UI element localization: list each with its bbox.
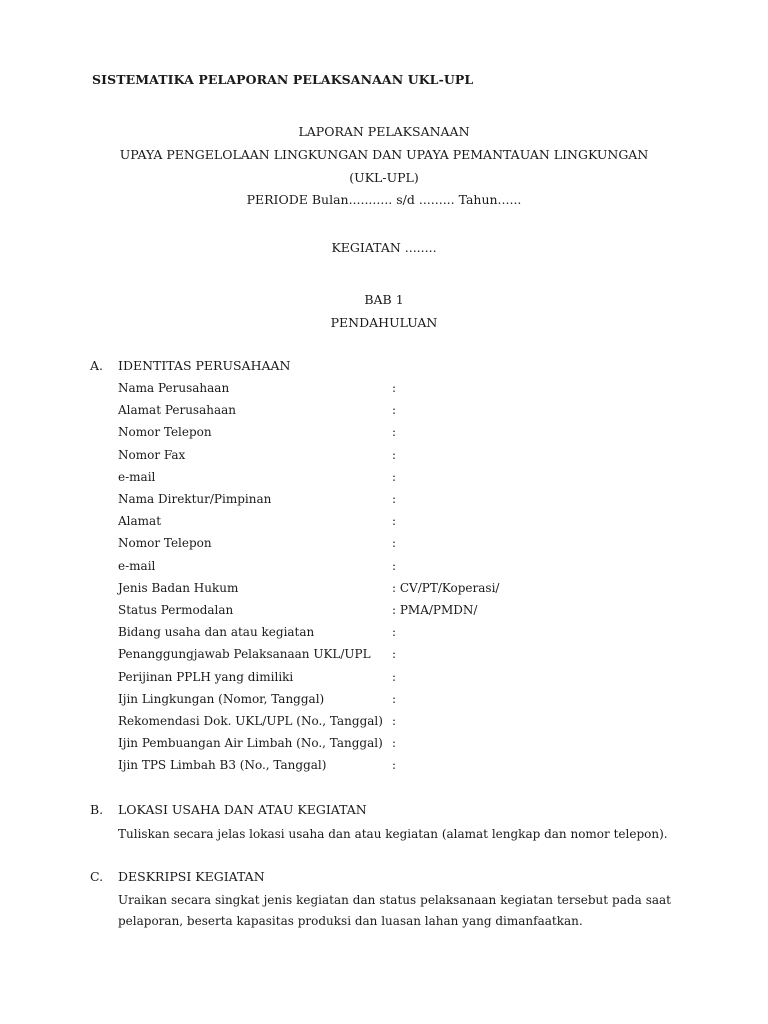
section-b-text: Tuliskan secara jelas lokasi usaha dan atau kegiatan (alamat lengkap dan nomor telepon). [118, 827, 668, 841]
section-a-letter: A. [90, 358, 104, 373]
field-label: Nomor Fax [118, 448, 186, 462]
field-value: : [392, 647, 397, 661]
field-value: : [392, 536, 397, 550]
report-period: PERIODE Bulan........... s/d ......... Tahun...... [246, 192, 522, 207]
section-c-text: Uraikan secara singkat jenis kegiatan dan status pelaksanaan kegiatan tersebut pada saat pelaporan, beserta kapasitas produksi dan luasan lahan yang dimanfaatkan. [118, 893, 671, 928]
chapter-number: BAB 1 [364, 292, 404, 307]
field-value: : PMA/PMDN/ [392, 603, 478, 617]
field-label: Jenis Badan Hukum [118, 581, 239, 595]
section-b-title: LOKASI USAHA DAN ATAU KEGIATAN [118, 802, 367, 817]
section-c-letter: C. [90, 869, 104, 884]
field-label: Perijinan PPLH yang dimiliki [118, 670, 294, 684]
field-value: : [392, 514, 397, 528]
field-value: : [392, 625, 397, 639]
report-header-line3: (UKL-UPL) [349, 170, 419, 185]
field-label: Alamat [118, 514, 162, 528]
section-a-heading [90, 358, 290, 373]
chapter-title: PENDAHULUAN [330, 315, 438, 330]
field-label: e-mail [118, 470, 156, 484]
field-label: Bidang usaha dan atau kegiatan [118, 625, 315, 639]
field-label: Rekomendasi Dok. UKL/UPL (No., Tanggal) [118, 714, 383, 728]
report-header-line1: LAPORAN PELAKSANAAN [298, 124, 470, 139]
field-label: Nama Direktur/Pimpinan [118, 492, 272, 506]
field-value: : [392, 670, 397, 684]
field-label: Nomor Telepon [118, 536, 212, 550]
field-label: Ijin TPS Limbah B3 (No., Tanggal) [118, 758, 327, 772]
field-label: e-mail [118, 559, 156, 573]
document-title: SISTEMATIKA PELAPORAN PELAKSANAAN UKL-UPL [92, 72, 474, 87]
field-value: : [392, 559, 397, 573]
field-label: Penanggungjawab Pelaksanaan UKL/UPL [118, 647, 371, 661]
field-label: Ijin Lingkungan (Nomor, Tanggal) [118, 692, 325, 706]
field-label: Nomor Telepon [118, 425, 212, 439]
field-value: : CV/PT/Koperasi/ [392, 581, 500, 595]
field-label: Nama Perusahaan [118, 381, 230, 395]
field-value: : [392, 448, 397, 462]
section-b-heading [90, 802, 367, 817]
field-label: Alamat Perusahaan [118, 403, 237, 417]
field-value: : [392, 692, 397, 706]
section-a-title: IDENTITAS PERUSAHAAN [118, 358, 291, 373]
field-value: : [392, 492, 397, 506]
field-label: Status Permodalan [118, 603, 234, 617]
field-value: : [392, 403, 397, 417]
field-value: : [392, 381, 397, 395]
field-value: : [392, 736, 397, 750]
section-b-letter: B. [90, 802, 104, 817]
field-value: : [392, 470, 397, 484]
section-c-heading [90, 869, 265, 884]
section-c-title: DESKRIPSI KEGIATAN [118, 869, 265, 884]
field-value: : [392, 714, 397, 728]
field-label: Ijin Pembuangan Air Limbah (No., Tanggal) [118, 736, 383, 750]
field-value: : [392, 758, 397, 772]
field-value: : [392, 425, 397, 439]
report-header-line2: UPAYA PENGELOLAAN LINGKUNGAN DAN UPAYA PEMANTAUAN LINGKUNGAN [119, 147, 649, 162]
report-activity: KEGIATAN ........ [331, 240, 437, 255]
